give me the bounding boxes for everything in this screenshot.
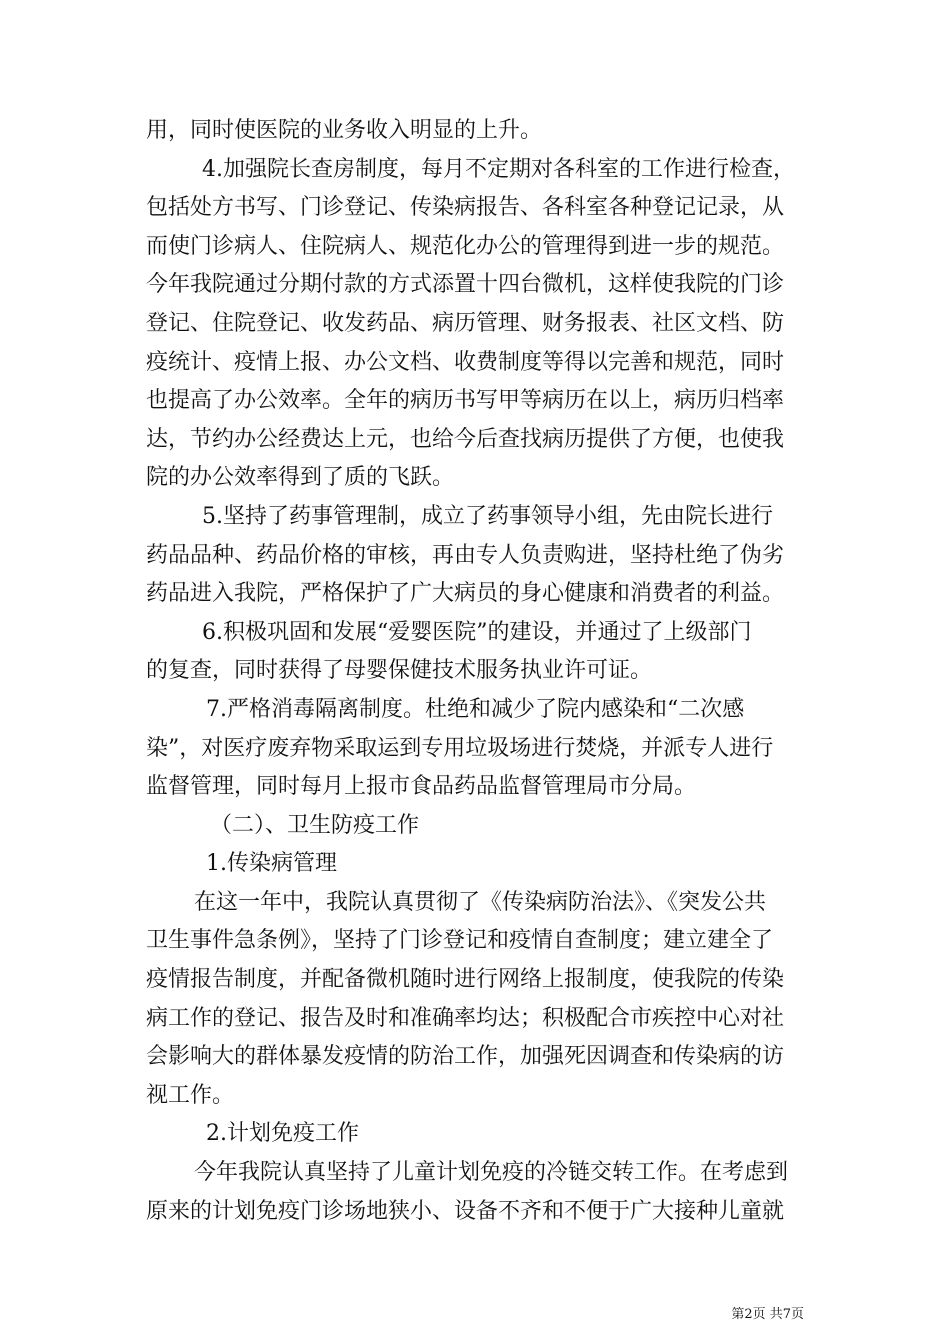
text-line: 疫统计、疫情上报、办公文档、收费制度等得以完善和规范，同时	[146, 349, 785, 375]
text-line: 院的办公效率得到了质的飞跃。	[146, 465, 455, 491]
text-line: 会影响大的群体暴发疫情的防治工作，加强死因调查和传染病的访	[146, 1044, 785, 1070]
section-heading: （二）、卫生防疫工作	[210, 812, 420, 838]
text-line: 6.积极巩固和发展“爱婴医院”的建设，并通过了上级部门	[202, 619, 752, 645]
subsection-heading: 2.计划免疫工作	[206, 1121, 359, 1147]
text-line: 原来的计划免疫门诊场地狭小、设备不齐和不便于广大接种儿童就	[146, 1198, 785, 1224]
text-line: 监督管理，同时每月上报市食品药品监督管理局市分局。	[146, 774, 697, 800]
text-line: 5.坚持了药事管理制，成立了药事领导小组，先由院长进行	[202, 503, 773, 529]
text-line: 今年我院通过分期付款的方式添置十四台微机，这样使我院的门诊	[146, 272, 785, 298]
text-line: 疫情报告制度，并配备微机随时进行网络上报制度，使我院的传染	[146, 967, 785, 993]
text-line: 病工作的登记、报告及时和准确率均达；积极配合市疾控中心对社	[146, 1005, 785, 1031]
text-line: 登记、住院登记、收发药品、病历管理、财务报表、社区文档、防	[146, 310, 785, 336]
text-line: 染”，对医疗废弃物采取运到专用垃圾场进行焚烧，并派专人进行	[146, 735, 774, 761]
text-line: 药品进入我院，严格保护了广大病员的身心健康和消费者的利益。	[146, 581, 785, 607]
document-body	[146, 112, 814, 1231]
text-line: 今年我院认真坚持了儿童计划免疫的冷链交转工作。在考虑到	[194, 1160, 789, 1186]
text-line: 的复查，同时获得了母婴保健技术服务执业许可证。	[146, 658, 653, 684]
text-line: 达，节约办公经费达上元，也给今后查找病历提供了方便，也使我	[146, 426, 785, 452]
text-line: 4.加强院长查房制度，每月不定期对各科室的工作进行检查，	[202, 156, 795, 182]
text-line: 用，同时使医院的业务收入明显的上升。	[146, 118, 543, 143]
text-line: 药品品种、药品价格的审核，再由专人负责购进，坚持杜绝了伪劣	[146, 542, 785, 568]
text-line: 7.严格消毒隔离制度。杜绝和减少了院内感染和“二次感	[206, 696, 745, 722]
page-number: 第2页 共7页	[731, 1307, 804, 1322]
text-line: 卫生事件急条例》，坚持了门诊登记和疫情自查制度；建立建全了	[146, 928, 774, 954]
text-line: 视工作。	[146, 1082, 235, 1108]
text-line: 也提高了办公效率。全年的病历书写甲等病历在以上，病历归档率	[146, 388, 785, 414]
text-line: 而使门诊病人、住院病人、规范化办公的管理得到进一步的规范。	[146, 233, 785, 259]
text-line: 在这一年中，我院认真贯彻了《传染病防治法》、《突发公共	[194, 889, 767, 915]
text-line: 包括处方书写、门诊登记、传染病报告、各科室各种登记记录，从	[146, 195, 785, 221]
subsection-heading: 1.传染病管理	[206, 851, 337, 877]
